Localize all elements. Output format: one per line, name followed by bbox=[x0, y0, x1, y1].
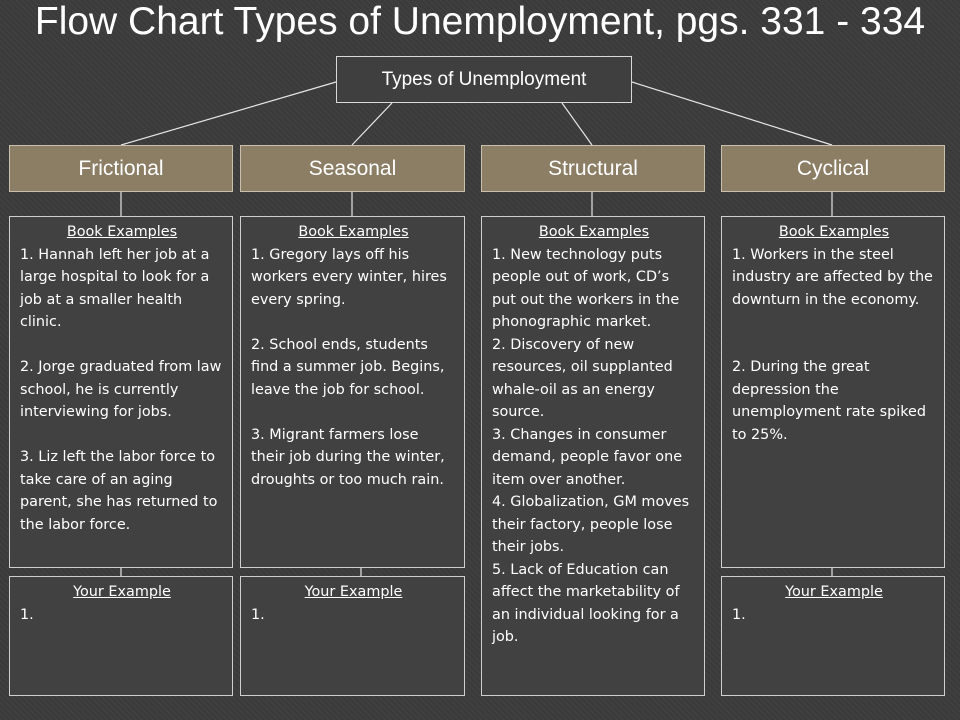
example-item: 1. New technology puts people out of work, CD’s put out the workers in the phonographic market. bbox=[492, 246, 680, 330]
example-item: 2. Discovery of new resources, oil supplanted whale-oil as an energy source. bbox=[492, 336, 673, 420]
cyclical-book-examples bbox=[721, 216, 945, 568]
connector-root-structural bbox=[562, 103, 592, 145]
example-item: 3. Changes in consumer demand, people favor one item over another. bbox=[492, 426, 683, 488]
your-example-item: 1. bbox=[251, 606, 265, 623]
category-cyclical: Cyclical bbox=[721, 145, 945, 192]
your-example-heading: Your Example bbox=[785, 584, 883, 600]
seasonal-your-example bbox=[240, 576, 465, 696]
connector-root-frictional bbox=[121, 82, 336, 145]
connector-root-seasonal bbox=[352, 103, 392, 145]
example-item: 1. Workers in the steel industry are affected by the downturn in the economy. bbox=[732, 246, 933, 308]
your-example-heading: Your Example bbox=[73, 584, 171, 600]
book-examples-heading: Book Examples bbox=[538, 224, 650, 240]
your-example-item: 1. bbox=[732, 606, 746, 623]
example-item: 3. Migrant farmers lose their job during the winter, droughts or too much rain. bbox=[251, 426, 445, 488]
seasonal-book-examples bbox=[240, 216, 465, 568]
book-examples-heading: Book Examples bbox=[66, 224, 178, 240]
frictional-book-examples bbox=[9, 216, 233, 568]
root-node: Types of Unemployment bbox=[336, 56, 632, 103]
example-item: 5. Lack of Education can affect the marketability of an individual looking for a job. bbox=[492, 561, 680, 645]
your-example-heading: Your Example bbox=[304, 584, 403, 600]
example-item: 2. Jorge graduated from law school, he is currently interviewing for jobs. bbox=[20, 359, 222, 420]
cyclical-your-example bbox=[721, 576, 945, 696]
example-item: 2. During the great depression the unemployment rate spiked to 25%. bbox=[732, 359, 927, 443]
book-examples-heading: Book Examples bbox=[298, 224, 409, 240]
frictional-your-example bbox=[9, 576, 233, 696]
book-examples-heading: Book Examples bbox=[778, 224, 890, 240]
connector-root-cyclical bbox=[632, 82, 832, 145]
example-item: 2. School ends, students find a summer job. Begins, leave the job for school. bbox=[251, 336, 445, 398]
slide-title: Flow Chart Types of Unemployment, pgs. 331 - 334 bbox=[34, 0, 926, 43]
structural-book-examples bbox=[481, 216, 705, 696]
example-item: 1. Gregory lays off his workers every winter, hires every spring. bbox=[251, 246, 447, 308]
category-structural: Structural bbox=[481, 145, 705, 192]
category-frictional: Frictional bbox=[9, 145, 233, 192]
your-example-item: 1. bbox=[20, 606, 34, 623]
example-item: 4. Globalization, GM moves their factory, people lose their jobs. bbox=[492, 494, 690, 555]
example-item: 1. Hannah left her job at a large hospital to look for a job at a smaller health clinic. bbox=[20, 246, 210, 330]
example-item: 3. Liz left the labor force to take care of an aging parent, she has returned to the labor force. bbox=[20, 449, 218, 533]
category-seasonal: Seasonal bbox=[240, 145, 465, 192]
